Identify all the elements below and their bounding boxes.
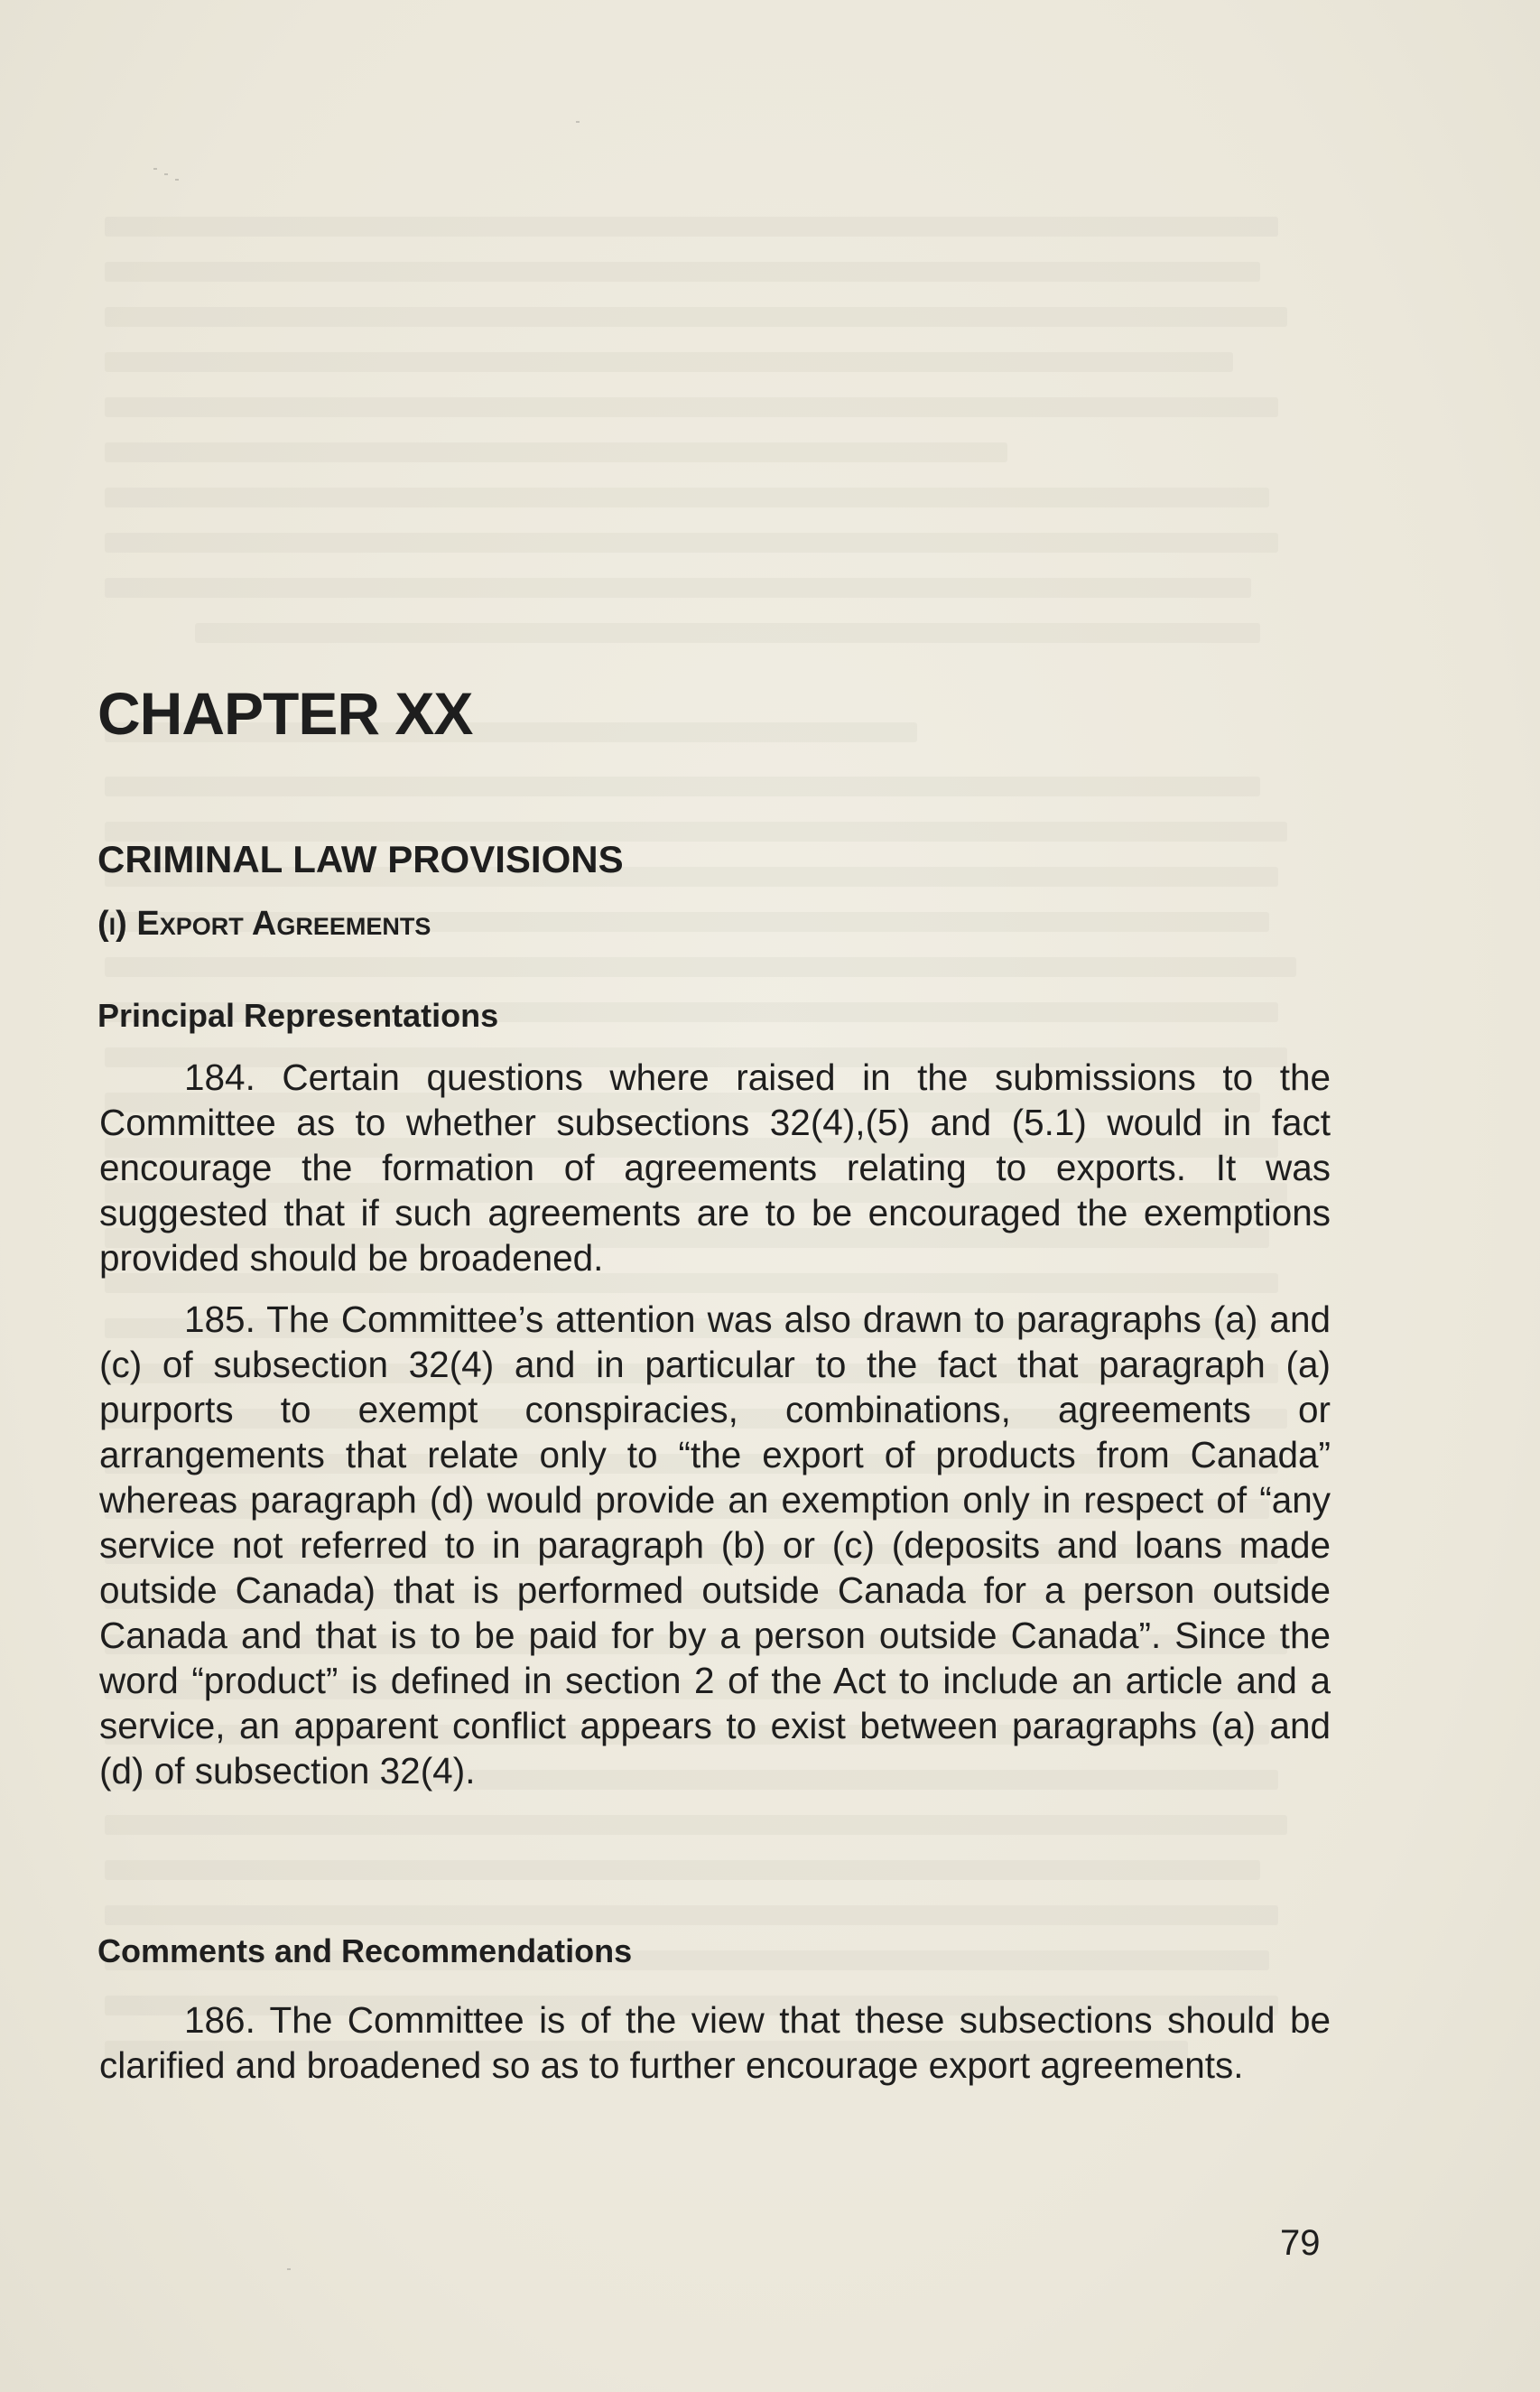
- subsection-title: (i) Export Agreements: [97, 905, 431, 943]
- chapter-title: CHAPTER XX: [97, 680, 473, 747]
- heading-comments-and-recommendations: Comments and Recommendations: [97, 1932, 633, 1969]
- page-number: 79: [1280, 2223, 1321, 2263]
- paper-speck: [287, 2268, 291, 2270]
- section-title: CRIMINAL LAW PROVISIONS: [97, 838, 624, 880]
- heading-principal-representations: Principal Representations: [97, 997, 499, 1034]
- paragraph-185: 185. The Committee’s attention was also drawn to paragraphs (a) and (c) of subsection 32(4) and in particular to the fact that paragraph (a) purports to exempt conspiracies, combinations, agreements or arrangements that relate only to “the export of products from Canada” whereas paragraph (d) would provide an exemption only in respect of “any service not referred to in paragraph (b) or (c) (deposits and loans made outside Canada) that is performed outside Canada for a person outside Canada and that is to be paid for by a person outside Canada”. Since the word “product” is defined in section 2 of the Act to include an article and a service, an apparent conflict appears to exist between paragraphs (a) and (d) of subsection 32(4).: [99, 1298, 1331, 1792]
- paper-speck: [175, 179, 179, 181]
- paper-speck: [164, 173, 168, 175]
- paragraph-186: 186. The Committee is of the view that these subsections should be clarified and broadened so as to further encourage export agreements.: [99, 1999, 1331, 2086]
- paragraph-184: 184. Certain questions where raised in the submissions to the Committee as to whether subsections 32(4),(5) and (5.1) would in fact encourage the formation of agreements relating to exports. It was suggested that if such agreements are to be encouraged the exemptions provided should be broadened.: [99, 1056, 1331, 1279]
- paper-speck: [576, 121, 580, 123]
- paper-speck: [153, 168, 157, 170]
